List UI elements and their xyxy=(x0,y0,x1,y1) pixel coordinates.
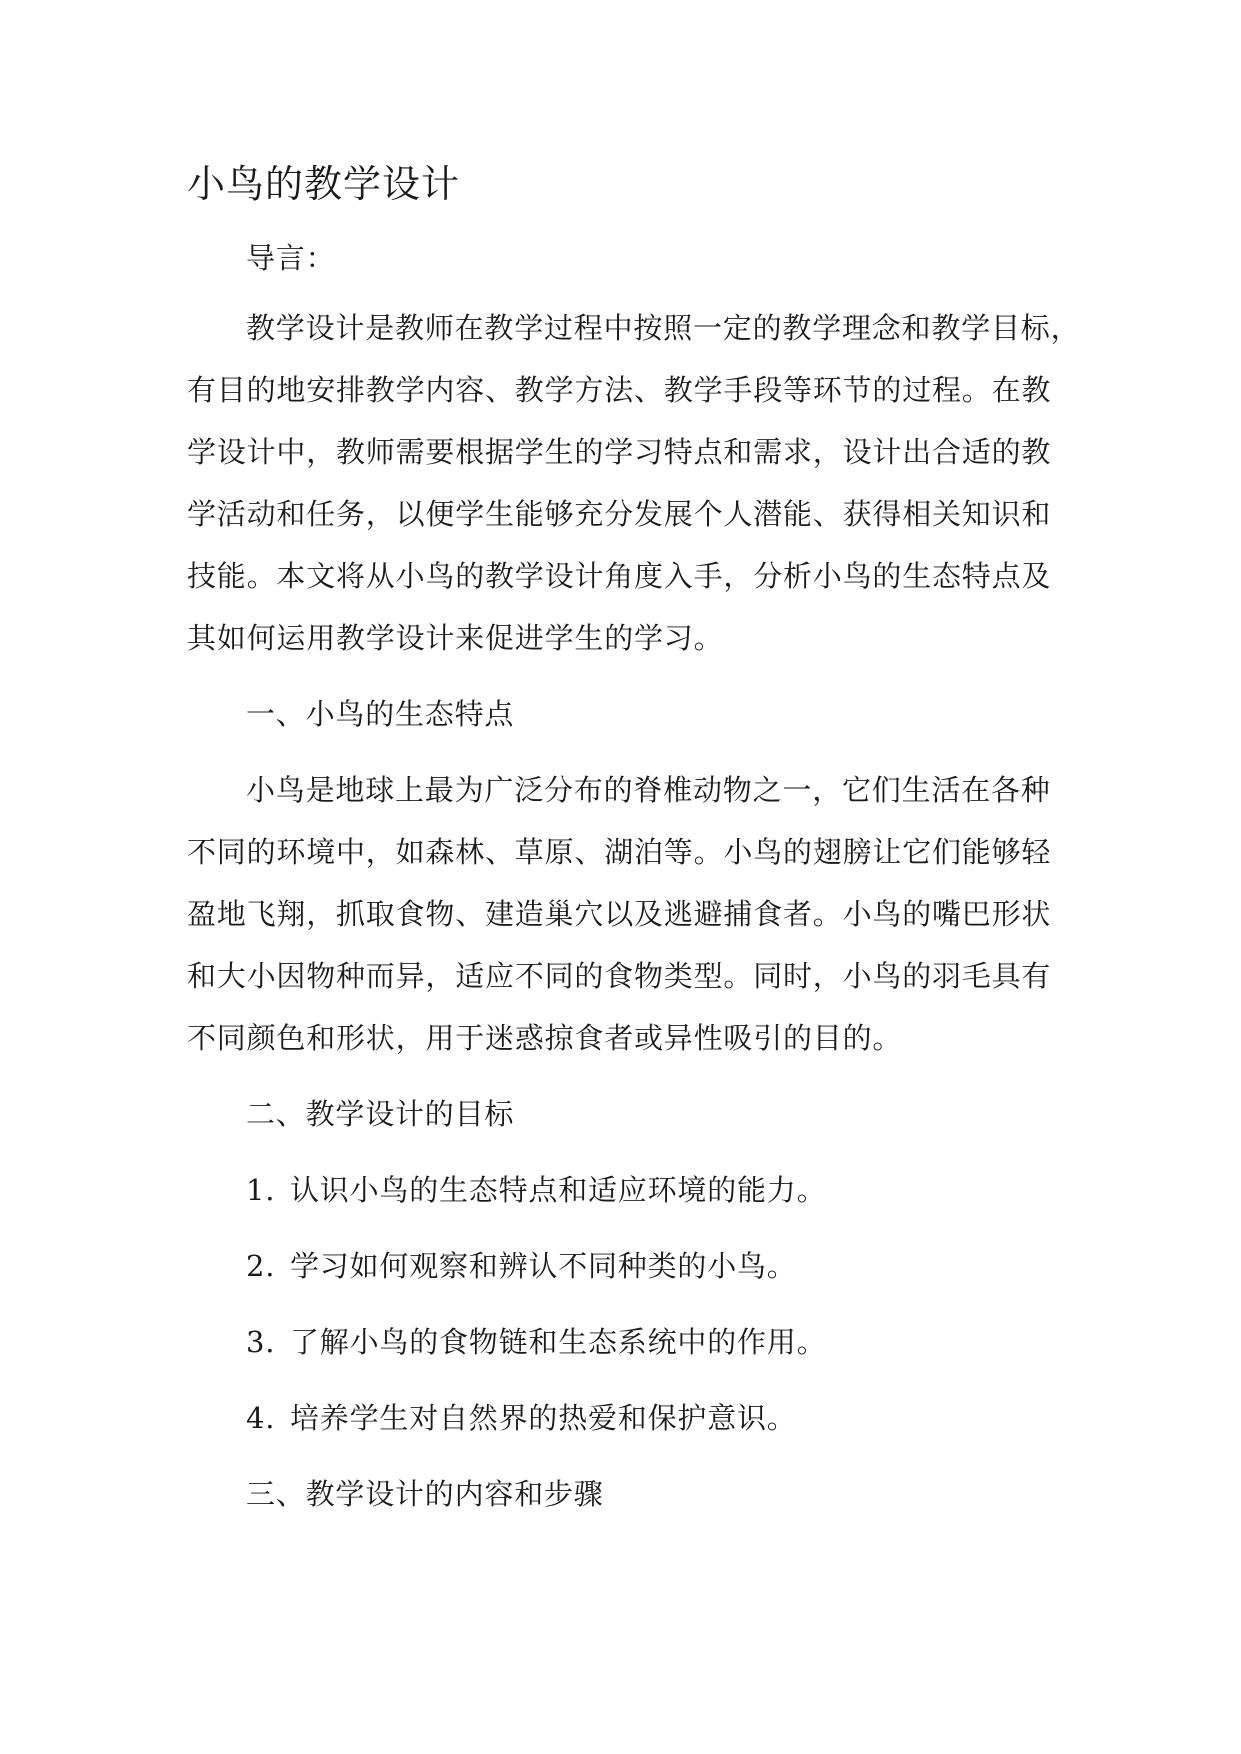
paragraph-line: 盈地飞翔，抓取食物、建造巢穴以及逃避捕食者。小鸟的嘴巴形状 xyxy=(187,897,1052,931)
page-title: 小鸟的教学设计 xyxy=(187,162,461,206)
goal-number: 4. xyxy=(246,1401,276,1435)
goal-number: 2. xyxy=(246,1249,276,1283)
goal-text: 学习如何观察和辨认不同种类的小鸟。 xyxy=(290,1249,797,1283)
section-heading: 二、教学设计的目标 xyxy=(246,1097,515,1131)
goal-text: 培养学生对自然界的热爱和保护意识。 xyxy=(290,1401,797,1435)
paragraph-line: 和大小因物种而异，适应不同的食物类型。同时，小鸟的羽毛具有 xyxy=(187,959,1052,993)
paragraph-line: 其如何运用教学设计来促进学生的学习。 xyxy=(187,621,724,655)
paragraph-line: 不同的环境中，如森林、草原、湖泊等。小鸟的翅膀让它们能够轻 xyxy=(187,835,1052,869)
goal-number: 1. xyxy=(246,1173,276,1207)
goal-item xyxy=(246,1170,826,1210)
goal-text: 了解小鸟的食物链和生态系统中的作用。 xyxy=(290,1325,827,1359)
section-heading: 三、教学设计的内容和步骤 xyxy=(246,1477,604,1511)
goal-item xyxy=(246,1398,797,1438)
paragraph-line: 学设计中，教师需要根据学生的学习特点和需求，设计出合适的教 xyxy=(187,435,1052,469)
intro-heading: 导言： xyxy=(246,241,336,275)
paragraph-line: 小鸟是地球上最为广泛分布的脊椎动物之一，它们生活在各种 xyxy=(246,773,1051,807)
paragraph-line: 学活动和任务，以便学生能够充分发展个人潜能、获得相关知识和 xyxy=(187,497,1052,531)
goal-item xyxy=(246,1246,797,1286)
paragraph-line: 有目的地安排教学内容、教学方法、教学手段等环节的过程。在教 xyxy=(187,373,1052,407)
paragraph-line: 技能。本文将从小鸟的教学设计角度入手，分析小鸟的生态特点及 xyxy=(187,559,1052,593)
goal-item xyxy=(246,1322,826,1362)
goal-number: 3. xyxy=(246,1325,276,1359)
paragraph-line: 教学设计是教师在教学过程中按照一定的教学理念和教学目标， xyxy=(246,311,1081,345)
paragraph-line: 不同颜色和形状，用于迷惑掠食者或异性吸引的目的。 xyxy=(187,1021,903,1055)
section-heading: 一、小鸟的生态特点 xyxy=(246,697,515,731)
goal-text: 认识小鸟的生态特点和适应环境的能力。 xyxy=(290,1173,827,1207)
